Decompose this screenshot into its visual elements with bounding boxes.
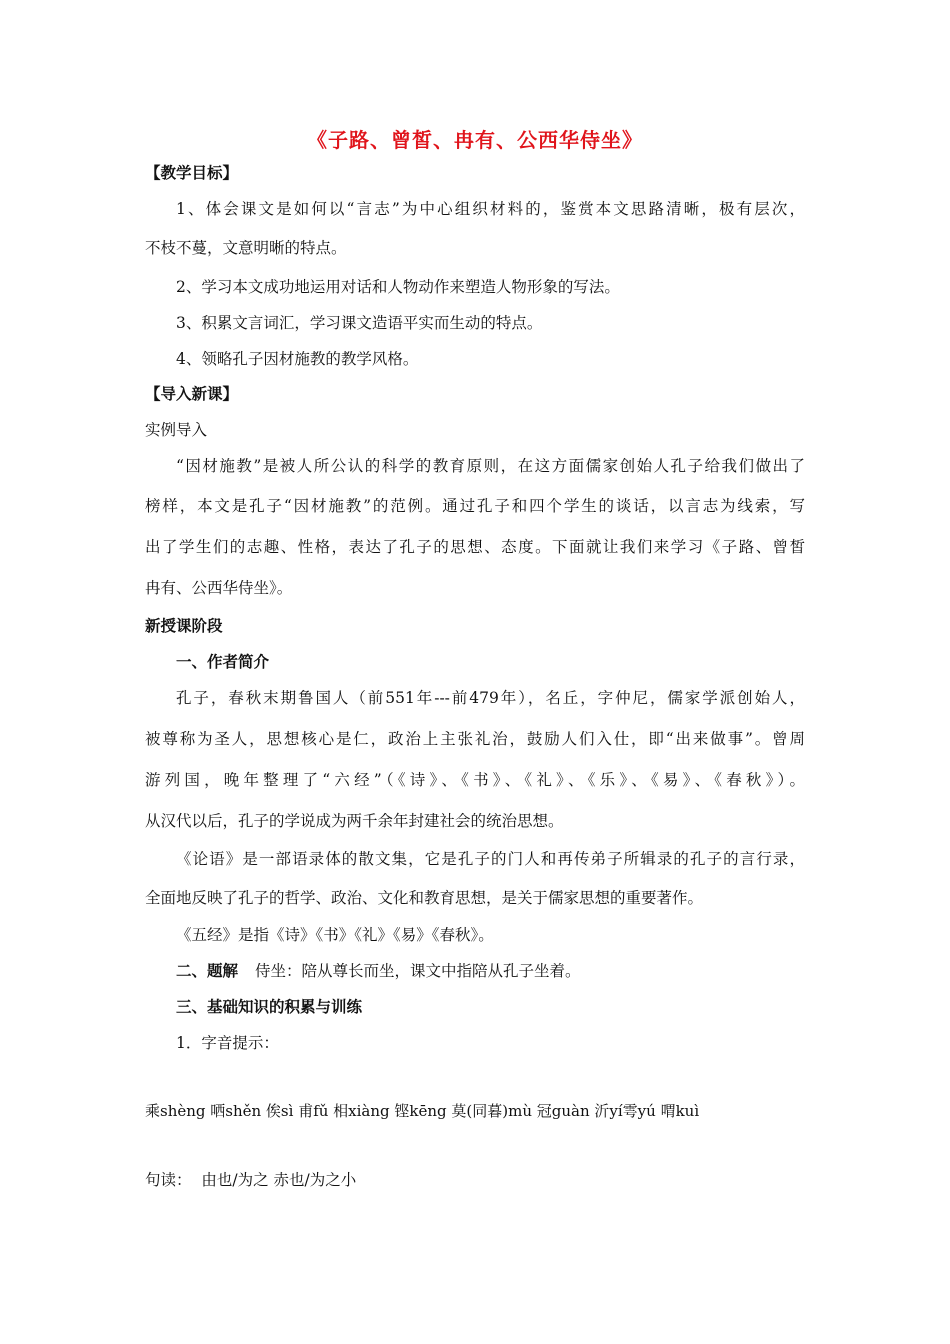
intro-line-4: 冉有、公西华侍坐》。 (145, 579, 293, 597)
wujing-line: 《五经》是指《诗》《书》《礼》《易》《春秋》。 (176, 926, 494, 944)
author-line-3: 游列国，晚年整理了“六经”（《诗》、《书》、《礼》、《乐》、《易》、《春秋》）。 (145, 771, 805, 789)
intro-line-2: 榜样，本文是孔子“因材施教”的范例。通过孔子和四个学生的谈话，以言志为线索，写 (145, 497, 805, 515)
objective-3: 3、积累文言词汇，学习课文造语平实而生动的特点。 (176, 314, 543, 332)
author-line-2: 被尊称为圣人，思想核心是仁，政治上主张礼治，鼓励人们入仕，即“出来做事”。曾周 (145, 730, 805, 748)
document-title: 《子路、曾皙、冉有、公西华侍坐》 (307, 128, 643, 152)
subheading-author: 一、作者简介 (176, 652, 270, 671)
author-line-4: 从汉代以后，孔子的学说成为两千余年封建社会的统治思想。 (145, 812, 564, 830)
section-heading-objectives: 【教学目标】 (145, 163, 239, 182)
basics-item-1: 1．字音提示： (176, 1034, 279, 1052)
section-heading-intro: 【导入新课】 (145, 384, 239, 403)
author-line-1: 孔子，春秋末期鲁国人（前551年---前479年），名丘，字仲尼，儒家学派创始人， (176, 689, 805, 707)
intro-line-1: “因材施教”是被人所公认的科学的教育原则，在这方面儒家创始人孔子给我们做出了 (176, 457, 805, 475)
title-explain-line (176, 961, 580, 981)
subheading-basics: 三、基础知识的积累与训练 (176, 997, 363, 1016)
lunyu-line-1: 《论语》是一部语录体的散文集，它是孔子的门人和再传弟子所辑录的孔子的言行录， (176, 850, 805, 868)
subheading-title-explain: 二、题解 (176, 961, 239, 980)
objective-4: 4、领略孔子因材施教的教学风格。 (176, 350, 419, 368)
objective-1-cont: 不枝不蔓，文意明晰的特点。 (145, 239, 347, 257)
pause-line: 句读： 由也/为之 赤也/为之小 (145, 1171, 357, 1189)
lunyu-line-2: 全面地反映了孔子的哲学、政治、文化和教育思想，是关于儒家思想的重要著作。 (145, 889, 704, 907)
objective-2: 2、学习本文成功地运用对话和人物动作来塑造人物形象的写法。 (176, 278, 620, 296)
pronunciation-line: 乘shèng 哂shěn 俟sì 甫fǔ 相xiàng 铿kēng 莫(同暮)mù 冠guàn 沂yí雩yú 喟kuì (145, 1102, 700, 1120)
section-heading-new-lesson: 新授课阶段 (145, 616, 223, 635)
objective-1: 1、体会课文是如何以“言志”为中心组织材料的，鉴赏本文思路清晰，极有层次， (176, 200, 805, 218)
title-explain-text: 侍坐：陪从尊长而坐，课文中指陪从孔子坐着。 (254, 962, 581, 980)
intro-line-3: 出了学生们的志趣、性格，表达了孔子的思想、态度。下面就让我们来学习《子路、曾皙 (145, 538, 805, 556)
intro-subheading: 实例导入 (145, 421, 208, 439)
